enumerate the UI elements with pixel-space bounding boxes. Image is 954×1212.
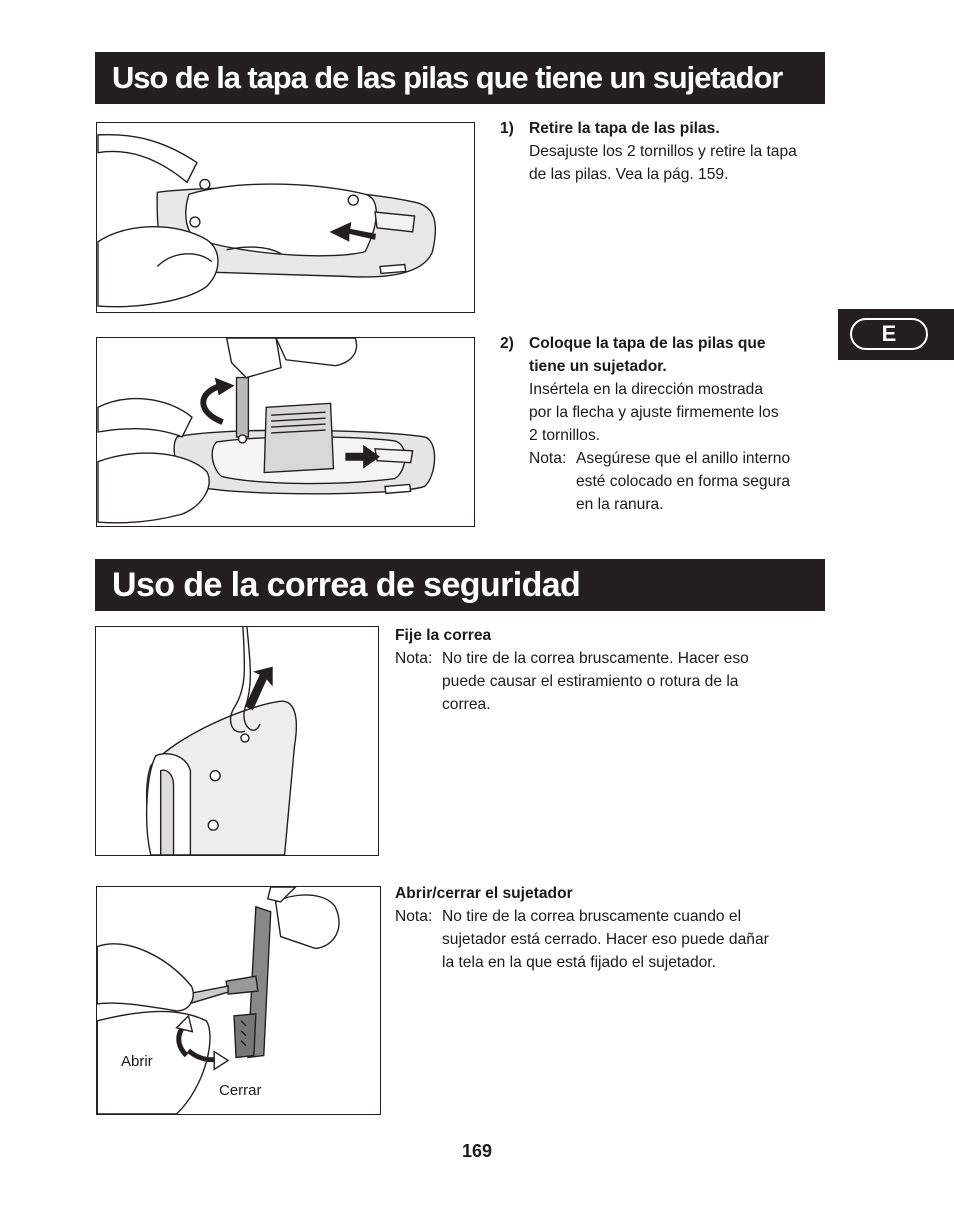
language-tab <box>838 309 954 360</box>
step-heading: tiene un sujetador. <box>529 358 667 375</box>
illustration-attach-strap-drawing <box>96 627 378 855</box>
step-text-line: 2 tornillos. <box>529 427 601 444</box>
note-text-line: esté colocado en forma segura <box>576 473 791 490</box>
step-text-line: por la flecha y ajuste firmemente los <box>529 404 779 421</box>
language-tab-label: E <box>850 318 928 350</box>
note-text-line: puede causar el estiramiento o rotura de la <box>442 673 739 690</box>
clip-heading: Abrir/cerrar el sujetador <box>395 885 573 902</box>
step-text-line: de las pilas. Vea la pág. 159. <box>529 166 729 183</box>
illustration-attach-cover <box>96 337 475 527</box>
page-number: 169 <box>461 1141 493 1161</box>
illustration-attach-cover-drawing <box>97 338 474 526</box>
illustration-clip-open-close-drawing <box>97 887 380 1114</box>
step-heading: Retire la tapa de las pilas. <box>529 120 720 137</box>
step-text-line: Desajuste los 2 tornillos y retire la tapa <box>529 143 797 160</box>
note-text-line: la tela en la que está fijado el sujetador. <box>442 954 716 971</box>
clip-close-label: Cerrar <box>219 1082 262 1099</box>
step-heading: Coloque la tapa de las pilas que <box>529 335 766 352</box>
illustration-remove-cover-drawing <box>97 123 474 312</box>
step-attach-cover <box>500 332 830 516</box>
strap-heading: Fije la correa <box>395 627 492 644</box>
clip-open-label: Abrir <box>121 1053 153 1070</box>
strap-note <box>395 647 815 716</box>
note-text-line: sujetador está cerrado. Hacer eso puede dañar <box>442 931 769 948</box>
note-text-line: en la ranura. <box>576 496 664 513</box>
section-title-safety-strap: Uso de la correa de seguridad <box>95 559 825 611</box>
step-note <box>529 447 830 516</box>
clip-note <box>395 905 825 974</box>
note-text-line: No tire de la correa bruscamente cuando el <box>442 908 742 925</box>
illustration-remove-cover <box>96 122 475 313</box>
note-label: Nota: <box>395 908 433 925</box>
note-text-line: No tire de la correa bruscamente. Hacer eso <box>442 650 749 667</box>
step-number: 2) <box>500 335 514 352</box>
step-remove-cover <box>500 117 830 186</box>
step-text-line: Insértela en la dirección mostrada <box>529 381 764 398</box>
illustration-clip-open-close <box>96 886 381 1115</box>
section-title-battery-cover: Uso de la tapa de las pilas que tiene un sujetador <box>95 52 825 104</box>
clip-instructions <box>395 882 825 974</box>
note-label: Nota: <box>529 450 567 467</box>
note-text-line: correa. <box>442 696 491 713</box>
step-number: 1) <box>500 120 514 137</box>
note-label: Nota: <box>395 650 433 667</box>
illustration-attach-strap <box>95 626 379 856</box>
note-text-line: Asegúrese que el anillo interno <box>576 450 791 467</box>
strap-instructions <box>395 624 815 716</box>
